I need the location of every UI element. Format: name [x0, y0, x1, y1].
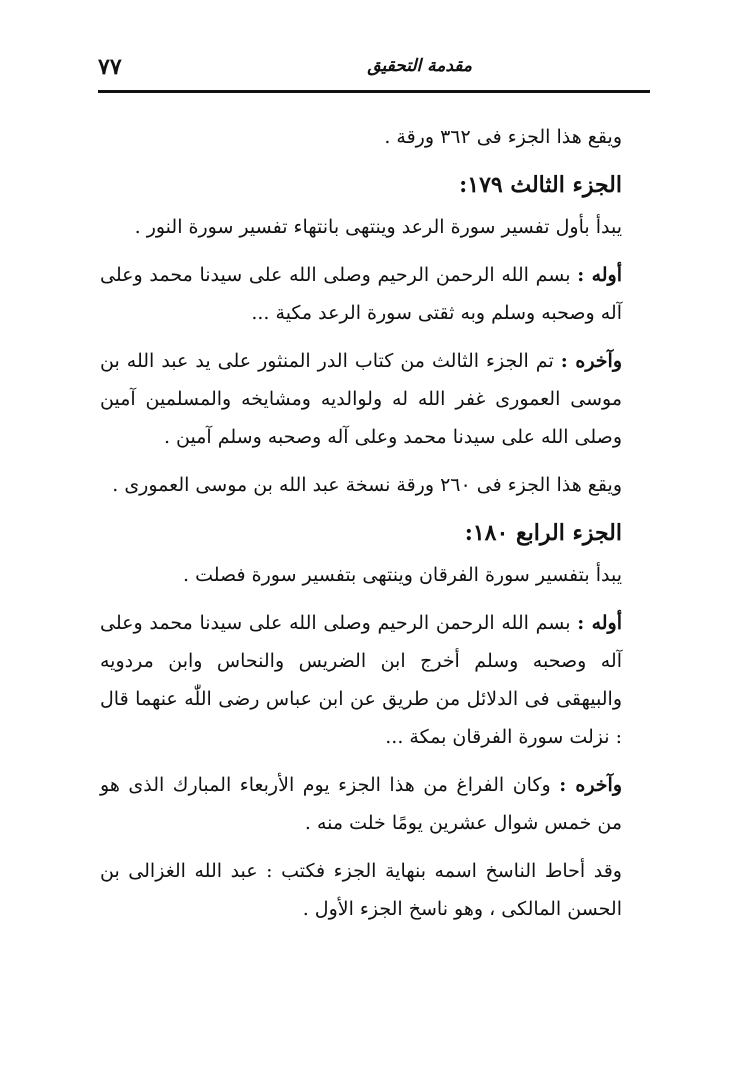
page-number: ٧٧	[98, 54, 122, 80]
paragraph-part-3-ending	[100, 342, 650, 456]
paragraph-leaf-count-3: ويقع هذا الجزء فى ٣٦٢ ورقة .	[384, 126, 622, 148]
ending-text: تم الجزء الثالث من كتاب الدر المنثور على يد عبد الله بن موسى العمورى غفر الله له ولوالديه ومشايخه والمسلمين آمين وصلى الله على سيدنا محمد وعلى آله وصحبه وسلم آمين .	[100, 350, 622, 448]
paragraph-copyist-note: وقد أحاط الناسخ اسمه بنهاية الجزء فكتب : عبد الله الغزالى بن الحسن المالكى ، وهو ناسخ الجزء الأول .	[100, 860, 622, 920]
label-opening: أوله :	[577, 264, 623, 286]
page-header	[98, 52, 650, 86]
section-heading-part-4: الجزء الرابع ١٨٠:	[464, 520, 622, 546]
body-text	[100, 118, 650, 938]
header-divider	[98, 90, 650, 93]
paragraph-part-3-range: يبدأ بأول تفسير سورة الرعد وينتهى بانتهاء تفسير سورة النور .	[134, 216, 622, 238]
opening-text: بسم الله الرحمن الرحيم وصلى الله على سيدنا محمد وعلى آله وصحبه وسلم وبه ثقتى سورة الرعد مكية ...	[100, 264, 622, 324]
label-opening: أوله :	[577, 612, 623, 634]
label-ending: وآخره :	[559, 774, 623, 796]
paragraph-part-4-ending	[100, 766, 650, 842]
paragraph-leaf-count-4: ويقع هذا الجزء فى ٢٦٠ ورقة نسخة عبد الله بن موسى العمورى .	[112, 474, 622, 496]
paragraph-part-3-opening	[100, 256, 650, 332]
label-ending: وآخره :	[560, 350, 623, 372]
ending-text: وكان الفراغ من هذا الجزء يوم الأربعاء المبارك الذى هو من خمس شوال عشرين يومًا خلت منه .	[100, 774, 622, 834]
running-title: مقدمة التحقيق	[367, 56, 472, 76]
opening-text: بسم الله الرحمن الرحيم وصلى الله على سيدنا محمد وعلى آله وصحبه وسلم أخرج ابن الضريس والنحاس وابن مردويه والبيهقى فى الدلائل من طريق عن ابن عباس رضى اللّٰه عنهما قال : نزلت سورة الفرقان بمكة ...	[100, 612, 622, 748]
section-heading-part-3: الجزء الثالث ١٧٩:	[459, 172, 622, 198]
paragraph-part-4-opening	[100, 604, 650, 756]
paragraph-part-4-range: يبدأ بتفسير سورة الفرقان وينتهى بتفسير سورة فصلت .	[183, 564, 622, 586]
